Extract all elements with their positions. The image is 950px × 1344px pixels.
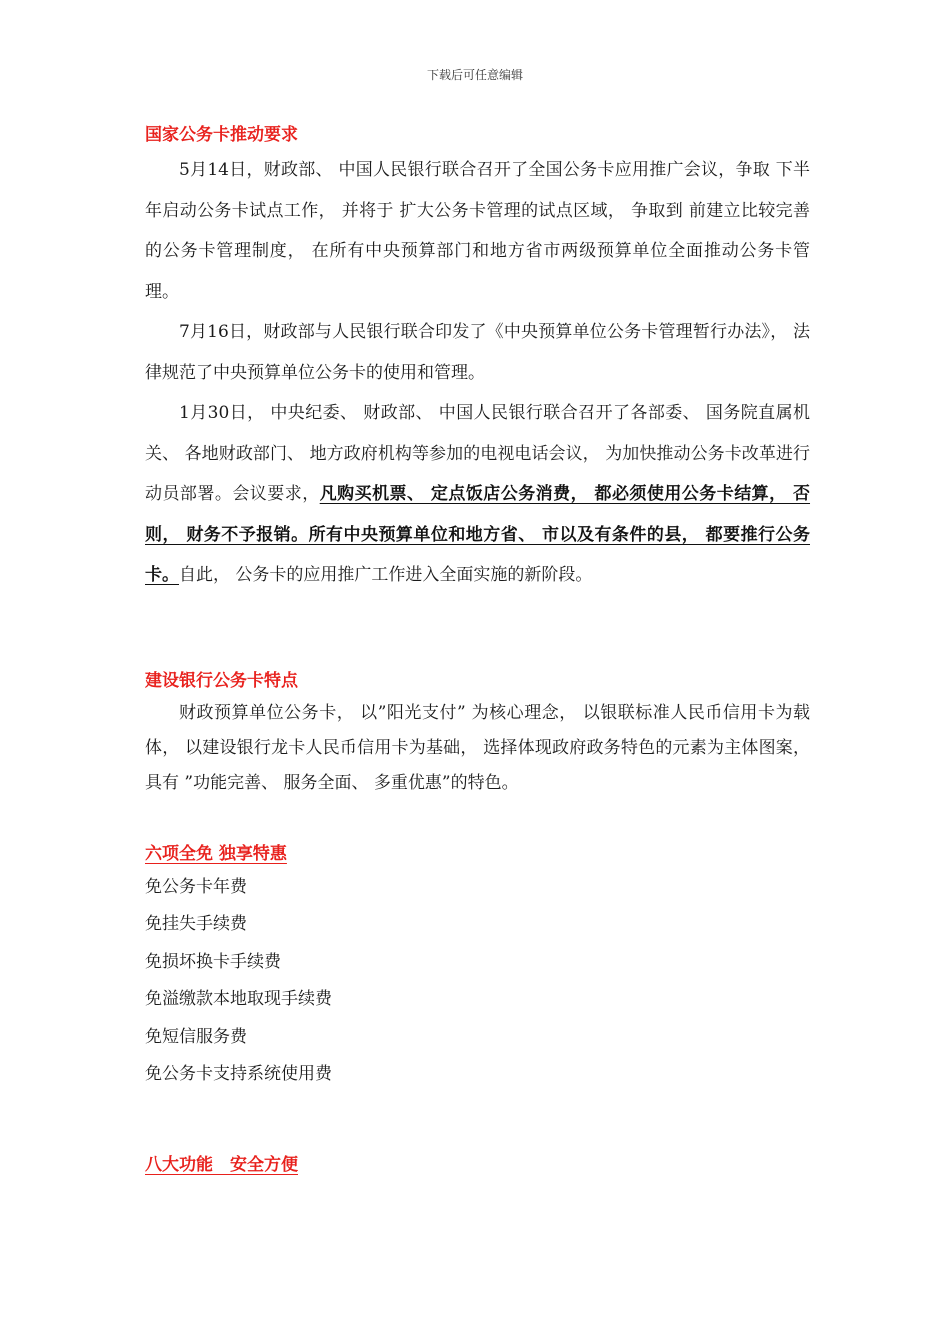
section-heading-national-requirements: 国家公务卡推动要求: [145, 125, 298, 145]
section-heading-six-exemptions-text: 六项全免 独享特惠: [145, 843, 287, 864]
section-eight-functions: [145, 1150, 810, 1180]
section-heading-ccb-card-features: 建设银行公务卡特点: [145, 670, 298, 691]
paragraph-card-features: 财政预算单位公务卡， 以”阳光支付” 为核心理念， 以银联标准人民币信用卡为载体， 以建设银行龙卡人民币信用卡为基础， 选择体现政府政务特色的元素为主体图案，具有 ”功能完善、 服务全面、 多重优惠”的特色。: [145, 702, 810, 793]
section-heading-eight-functions-text: 八大功能 安全方便: [145, 1154, 298, 1175]
document-body: [145, 120, 810, 1180]
section-heading-eight-functions: [145, 1150, 810, 1180]
list-item: 免挂失手续费: [145, 914, 247, 934]
list-item: 免损坏换卡手续费: [145, 951, 281, 972]
emphasized-requirement: 凡购买机票、 定点饭店公务消费， 都必须使用公务卡结算， 否则， 财务不予报销。所有中央预算单位和地方省、 市以及有条件的县， 都要推行公务卡。: [145, 484, 811, 585]
section-six-exemptions: [145, 839, 810, 1094]
list-item: 免溢缴款本地取现手续费: [145, 989, 332, 1009]
list-item: 免公务卡年费: [145, 876, 247, 897]
header-note: 下载后可任意编辑: [426, 68, 523, 82]
exemption-list: [145, 869, 810, 1094]
paragraph-july-16: 7月16日，财政部与人民银行联合印发了《中央预算单位公务卡管理暂行办法》， 法律规范了中央预算单位公务卡的使用和管理。: [145, 322, 810, 383]
paragraph-jan-30: [145, 393, 810, 596]
section-national-requirements: [145, 120, 810, 596]
paragraph-may-14: 5月14日，财政部、 中国人民银行联合召开了全国公务卡应用推广会议，争取 下半年启动公务卡试点工作， 并将于 扩大公务卡管理的试点区域， 争取到 前建立比较完善的公务卡管理制度， 在所有中央预算部门和地方省市两级预算单位全面推动公务卡管理。: [145, 160, 810, 302]
section-ccb-card-features: [145, 666, 810, 801]
list-item: 免短信服务费: [145, 1026, 247, 1047]
paragraph-jan-30-outro: 自此， 公务卡的应用推广工作进入全面实施的新阶段。: [179, 565, 593, 585]
list-item: 免公务卡支持系统使用费: [145, 1064, 332, 1084]
section-heading-six-exemptions: [145, 839, 810, 869]
paragraph-jan-30-intro: 1月30日， 中央纪委、 财政部、 中国人民银行联合召开了各部委、 国务院直属机关、 各地财政部门、 地方政府机构等参加的电视电话会议， 为加快推动公务卡改革进行动员部署。会议要求，: [145, 403, 810, 504]
